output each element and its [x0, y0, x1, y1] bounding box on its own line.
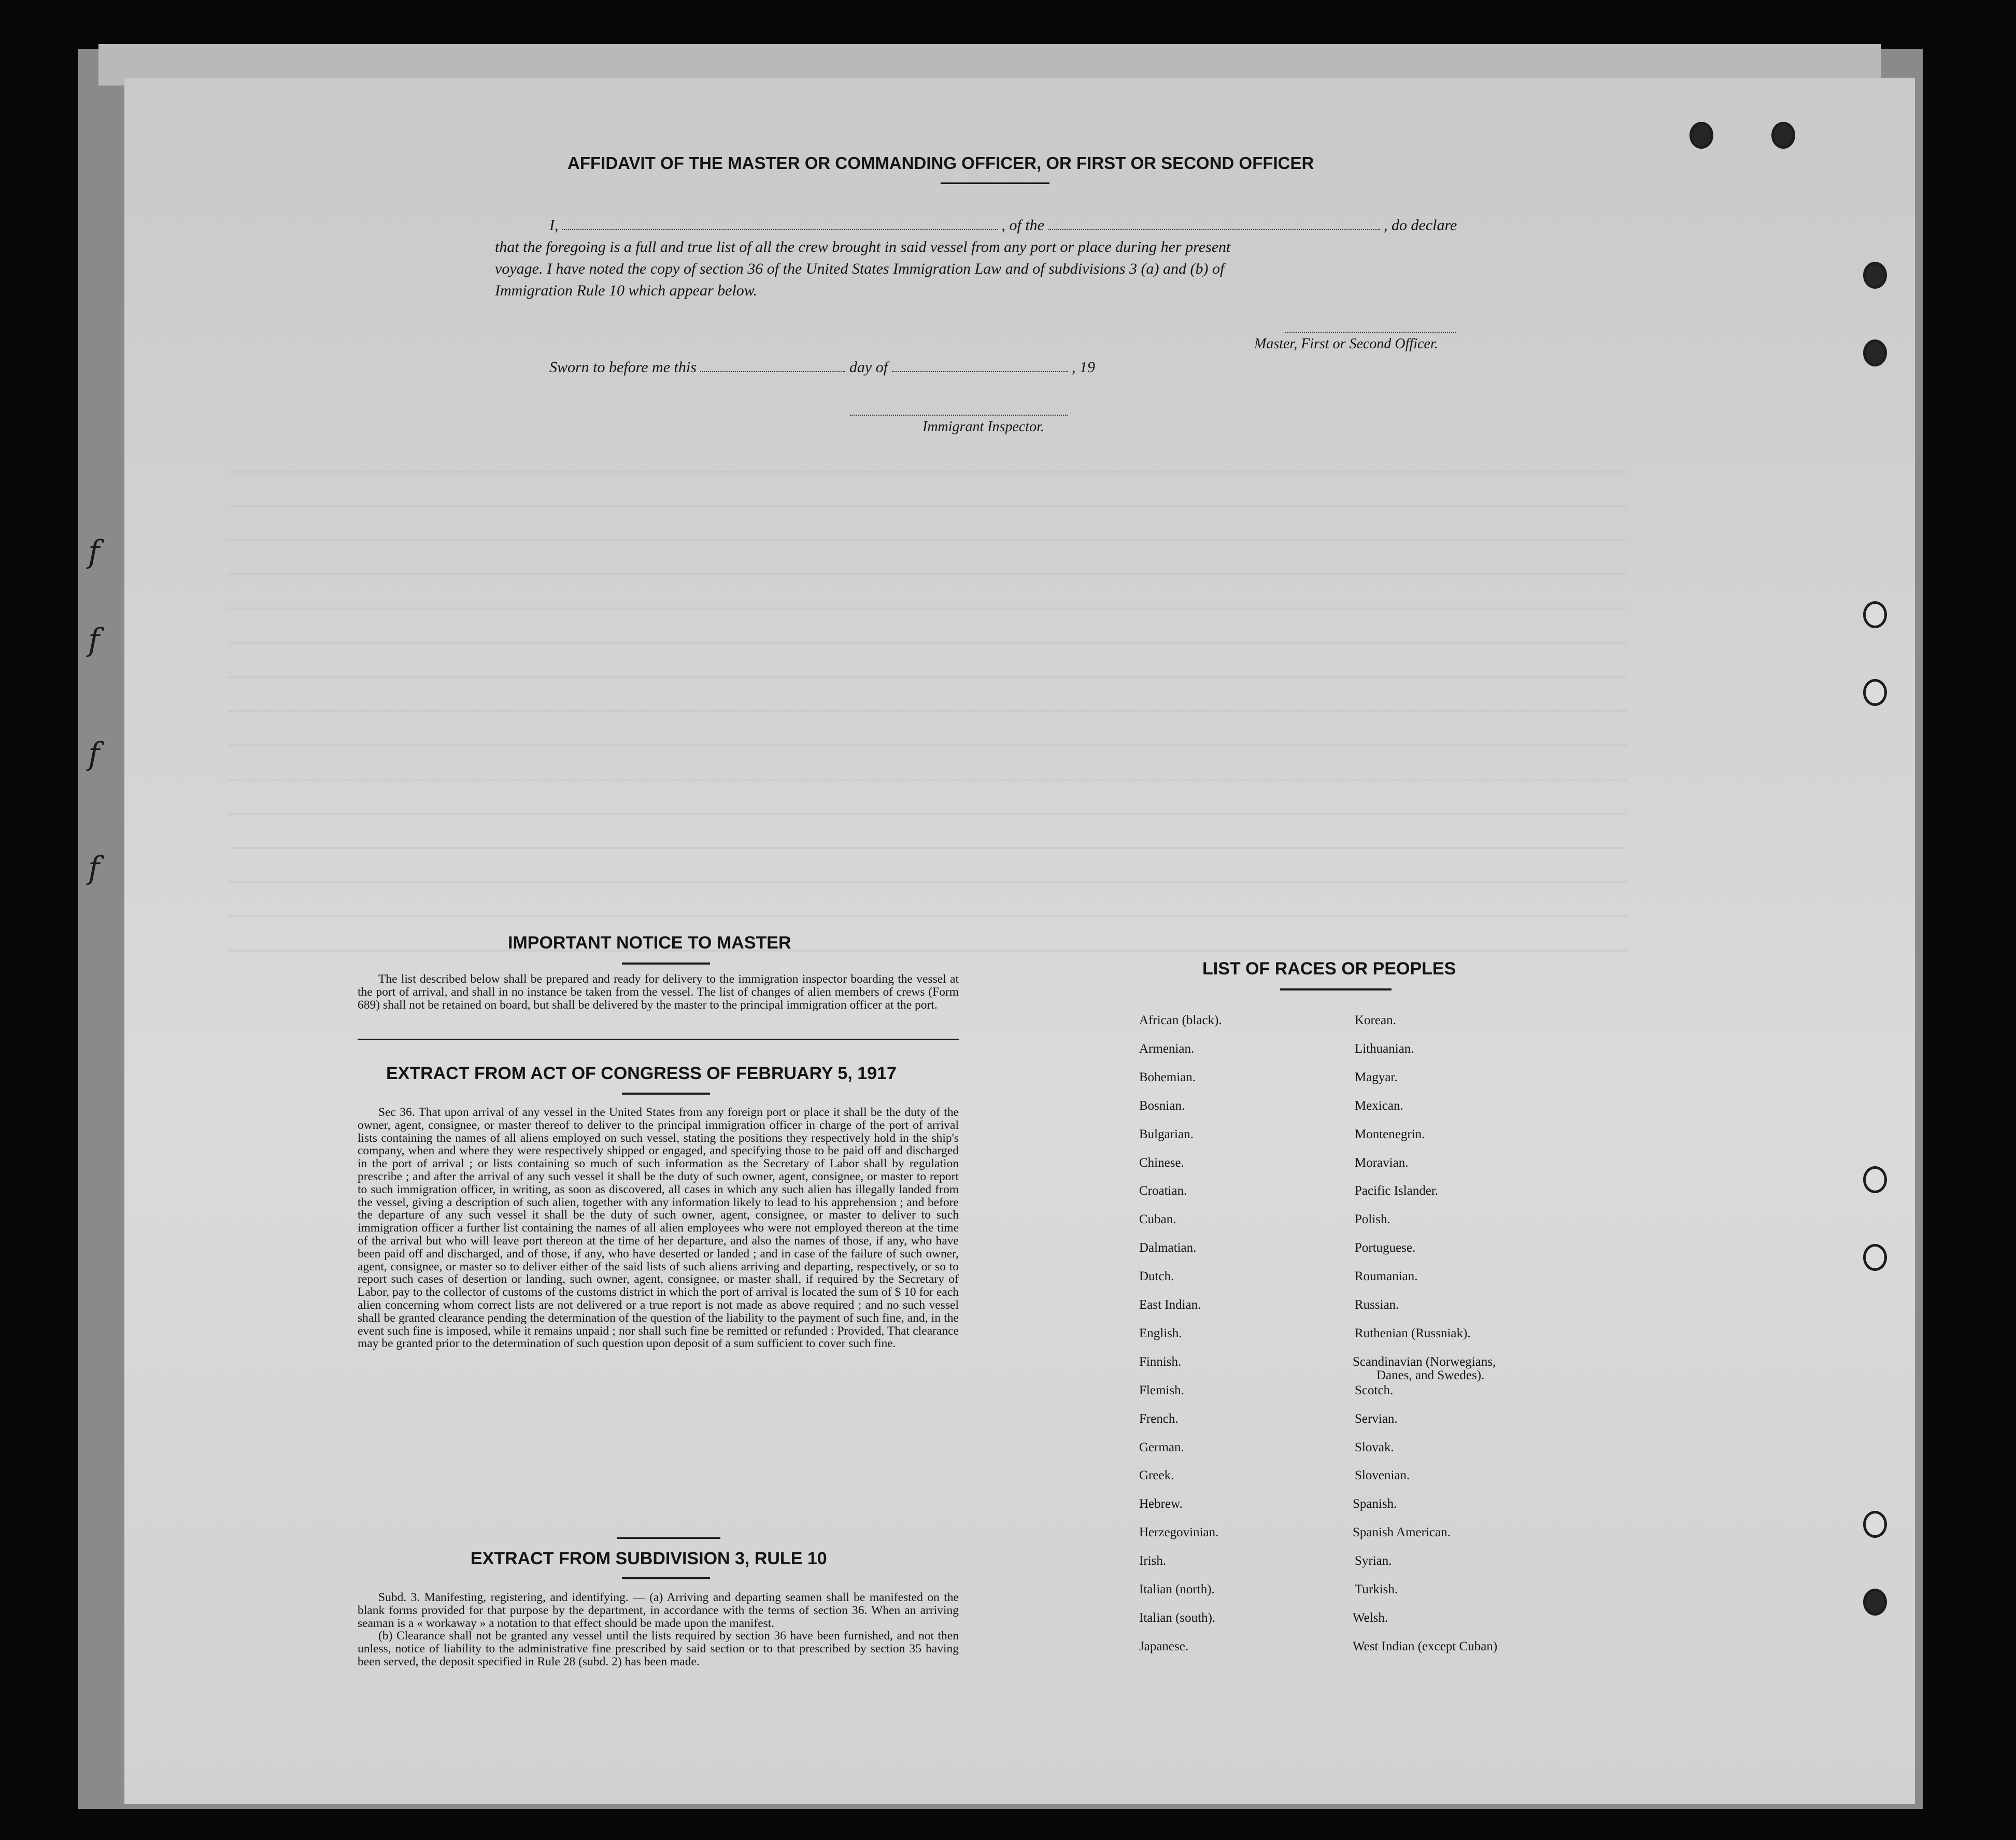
race-item: French. — [1139, 1411, 1179, 1426]
race-item: Russian. — [1355, 1298, 1399, 1312]
act-title: EXTRACT FROM ACT OF CONGRESS OF FEBRUARY 5, 1917 — [386, 1064, 897, 1083]
section-divider — [358, 1039, 959, 1040]
declarant-name-field — [562, 229, 998, 230]
race-item: Greek. — [1139, 1468, 1174, 1483]
declaration-line-2: that the foregoing is a full and true list of all the crew brought in said vessel from any port or place during her present — [495, 238, 1231, 256]
rule-title-rule — [622, 1577, 710, 1579]
handwritten-mark: f — [88, 534, 100, 570]
race-item: Cuban. — [1139, 1212, 1176, 1227]
race-item: Slovak. — [1355, 1440, 1394, 1454]
vessel-name-field — [1048, 229, 1380, 230]
affidavit-title-rule — [941, 182, 1049, 184]
race-item: Slovenian. — [1355, 1468, 1410, 1483]
declarant-label: I, — [549, 217, 559, 234]
binder-hole — [1863, 1511, 1887, 1538]
year-label: , 19 — [1072, 359, 1096, 376]
race-item: Croatian. — [1139, 1184, 1187, 1198]
race-item: Mexican. — [1355, 1098, 1403, 1113]
race-item: Herzegovinian. — [1139, 1525, 1219, 1540]
declaration-line-1 — [549, 217, 1457, 234]
race-item: Korean. — [1355, 1013, 1396, 1027]
binder-hole — [1863, 1589, 1887, 1616]
race-item: Bulgarian. — [1139, 1127, 1194, 1141]
race-item: Japanese. — [1139, 1639, 1189, 1653]
race-item: Danes, and Swedes). — [1376, 1368, 1485, 1382]
race-item: Roumanian. — [1355, 1269, 1418, 1284]
act-title-rule — [622, 1093, 710, 1095]
day-of-label: day of — [849, 359, 888, 376]
race-item: Welsh. — [1353, 1610, 1388, 1625]
race-item: Montenegrin. — [1355, 1127, 1425, 1141]
races-title: LIST OF RACES OR PEOPLES — [1202, 959, 1456, 979]
race-item: Polish. — [1355, 1212, 1390, 1227]
sworn-line — [549, 359, 1095, 376]
act-text — [358, 1106, 959, 1350]
race-item: Italian (north). — [1139, 1582, 1215, 1596]
bleed-through-area — [228, 441, 1627, 959]
race-item: Scotch. — [1355, 1383, 1394, 1397]
act-section-36: Sec 36. That upon arrival of any vessel in the United States from any foreign port or place it shall be the duty of the owner, agent, consignee, or master thereof to deliver to the principal immigration officer in charge of the port of arrival lists containing the names of all aliens employed on such vessel, stating the positions they respectively hold in the ship's company, when and where they were respectively shipped or engaged, and specifying those to be paid off and discharged in the port of arrival ; or lists containing so much of such information as the Secretary of Labor shall by regulation prescribe ; and after the arrival of any such vessel it shall be the duty of such owner, agent, consignee, or master to report to such immigration officer, in writing, as soon as discovered, all cases in which any such alien has illegally landed from the vessel, giving a description of such alien, together with any information likely to lead to his apprehension ; and before the departure of any such vessel it shall be the duty of such owner, agent, consignee, or master to deliver to such immigration officer a further list containing the names of all alien employees who were not employed thereon at the time of the arrival but who will leave port thereon at the time of her departure, and also the names of those, if any, who have been paid off and discharged, and of those, if any, who have deserted or landed ; and in case of the failure of such owner, agent, consignee, or master so to deliver either of the said lists of such aliens arriving and departing, respectively, or so to report such cases of desertion or landing, such owner, agent, consignee, or master shall, if required by the Secretary of Labor, pay to the collector of customs of the customs district in which the port of arrival is located the sum of $ 10 for each alien concerning whom correct lists are not delivered or a true report is not made as above required ; and no such vessel shall be granted clearance pending the determination of the question of the liability to the payment of such fine, and, in the event such fine is imposed, while it remains unpaid ; nor shall such fine be remitted or refunded : Provided, That clearance may be granted prior to the determination of such question upon deposit of a sum sufficient to cover such fine. — [358, 1106, 959, 1351]
race-item: Scandinavian (Norwegians, — [1353, 1354, 1496, 1369]
race-item: Dutch. — [1139, 1269, 1174, 1284]
races-title-rule — [1280, 988, 1392, 990]
race-item: German. — [1139, 1440, 1184, 1454]
race-item: Italian (south). — [1139, 1610, 1216, 1625]
race-item: Chinese. — [1139, 1155, 1184, 1170]
race-item: Moravian. — [1355, 1155, 1409, 1170]
inspector-label: Immigrant Inspector. — [922, 419, 1044, 435]
handwritten-mark: f — [88, 850, 100, 886]
race-item: Armenian. — [1139, 1041, 1195, 1056]
master-signature-label: Master, First or Second Officer. — [1254, 336, 1438, 352]
race-item: West Indian (except Cuban) — [1353, 1639, 1498, 1653]
binder-hole — [1771, 122, 1795, 149]
race-item: English. — [1139, 1326, 1182, 1340]
race-item: Portuguese. — [1355, 1241, 1416, 1255]
race-item: Bohemian. — [1139, 1070, 1196, 1084]
race-item: Flemish. — [1139, 1383, 1184, 1397]
declare-label: , do declare — [1384, 217, 1457, 234]
binder-hole — [1863, 601, 1887, 628]
race-item: African (black). — [1139, 1013, 1222, 1027]
race-item: Magyar. — [1355, 1070, 1398, 1084]
binder-hole — [1863, 262, 1887, 289]
rule-title: EXTRACT FROM SUBDIVISION 3, RULE 10 — [471, 1549, 827, 1568]
notice-title: IMPORTANT NOTICE TO MASTER — [508, 933, 791, 953]
affidavit-title: AFFIDAVIT OF THE MASTER OR COMMANDING OFFICER, OR FIRST OR SECOND OFFICER — [567, 153, 1314, 173]
race-item: Spanish American. — [1353, 1525, 1451, 1540]
document-page — [124, 78, 1915, 1804]
section-divider — [617, 1537, 720, 1539]
declaration-line-3: voyage. I have noted the copy of section 36 of the United States Immigration Law and of subdivisions 3 (a) and (b) of — [495, 260, 1225, 277]
race-item: Irish. — [1139, 1554, 1167, 1568]
race-item: Servian. — [1355, 1411, 1398, 1426]
binder-hole — [1863, 1244, 1887, 1271]
notice-title-rule — [622, 963, 710, 965]
handwritten-mark: f — [88, 736, 100, 772]
race-item: Lithuanian. — [1355, 1041, 1414, 1056]
race-item: Hebrew. — [1139, 1497, 1183, 1511]
notice-paragraph: The list described below shall be prepared and ready for delivery to the immigration inspector boarding the vessel at the port of arrival, and shall in no instance be taken from the vessel. The list of changes of alien members of crews (Form 689) shall not be retained on board, but shall be delivered by the master to the principal immigration officer at the port. — [358, 972, 959, 1012]
race-item: Turkish. — [1355, 1582, 1398, 1596]
sworn-month-field — [892, 371, 1068, 372]
declaration-line-4: Immigration Rule 10 which appear below. — [495, 282, 758, 299]
binder-hole — [1863, 339, 1887, 366]
binder-hole — [1863, 1166, 1887, 1193]
binder-hole — [1863, 679, 1887, 706]
binder-hole — [1690, 122, 1713, 149]
inspector-signature-line — [850, 415, 1068, 416]
race-item: Syrian. — [1355, 1554, 1392, 1568]
sworn-label: Sworn to before me this — [549, 359, 697, 376]
race-item: Ruthenian (Russniak). — [1355, 1326, 1471, 1340]
sworn-day-field — [700, 371, 845, 372]
rule-subdivision-b: (b) Clearance shall not be granted any vessel until the lists required by section 36 have been furnished, and not then unless, notice of liability to the administrative fine prescribed by said section or to that prescribed by section 35 having been served, the deposit specified in Rule 28 (subd. 2) has been made. — [358, 1629, 959, 1668]
race-item: East Indian. — [1139, 1298, 1201, 1312]
race-item: Bosnian. — [1139, 1098, 1185, 1113]
race-item: Dalmatian. — [1139, 1241, 1197, 1255]
race-item: Spanish. — [1353, 1497, 1397, 1511]
rule-text — [358, 1591, 959, 1668]
notice-text — [358, 973, 959, 1011]
rule-subdivision-a: Subd. 3. Manifesting, registering, and identifying. — (a) Arriving and departing seamen shall be manifested on the blank forms provided for that purpose by the department, in accordance with the terms of section 36. When an arriving seaman is a « workaway » a notation to that effect should be made upon the manifest. — [358, 1591, 959, 1630]
race-item: Finnish. — [1139, 1354, 1182, 1369]
handwritten-mark: f — [88, 622, 100, 658]
master-signature-line — [1285, 332, 1456, 333]
race-item: Pacific Islander. — [1355, 1184, 1439, 1198]
vessel-label: , of the — [1001, 217, 1044, 234]
